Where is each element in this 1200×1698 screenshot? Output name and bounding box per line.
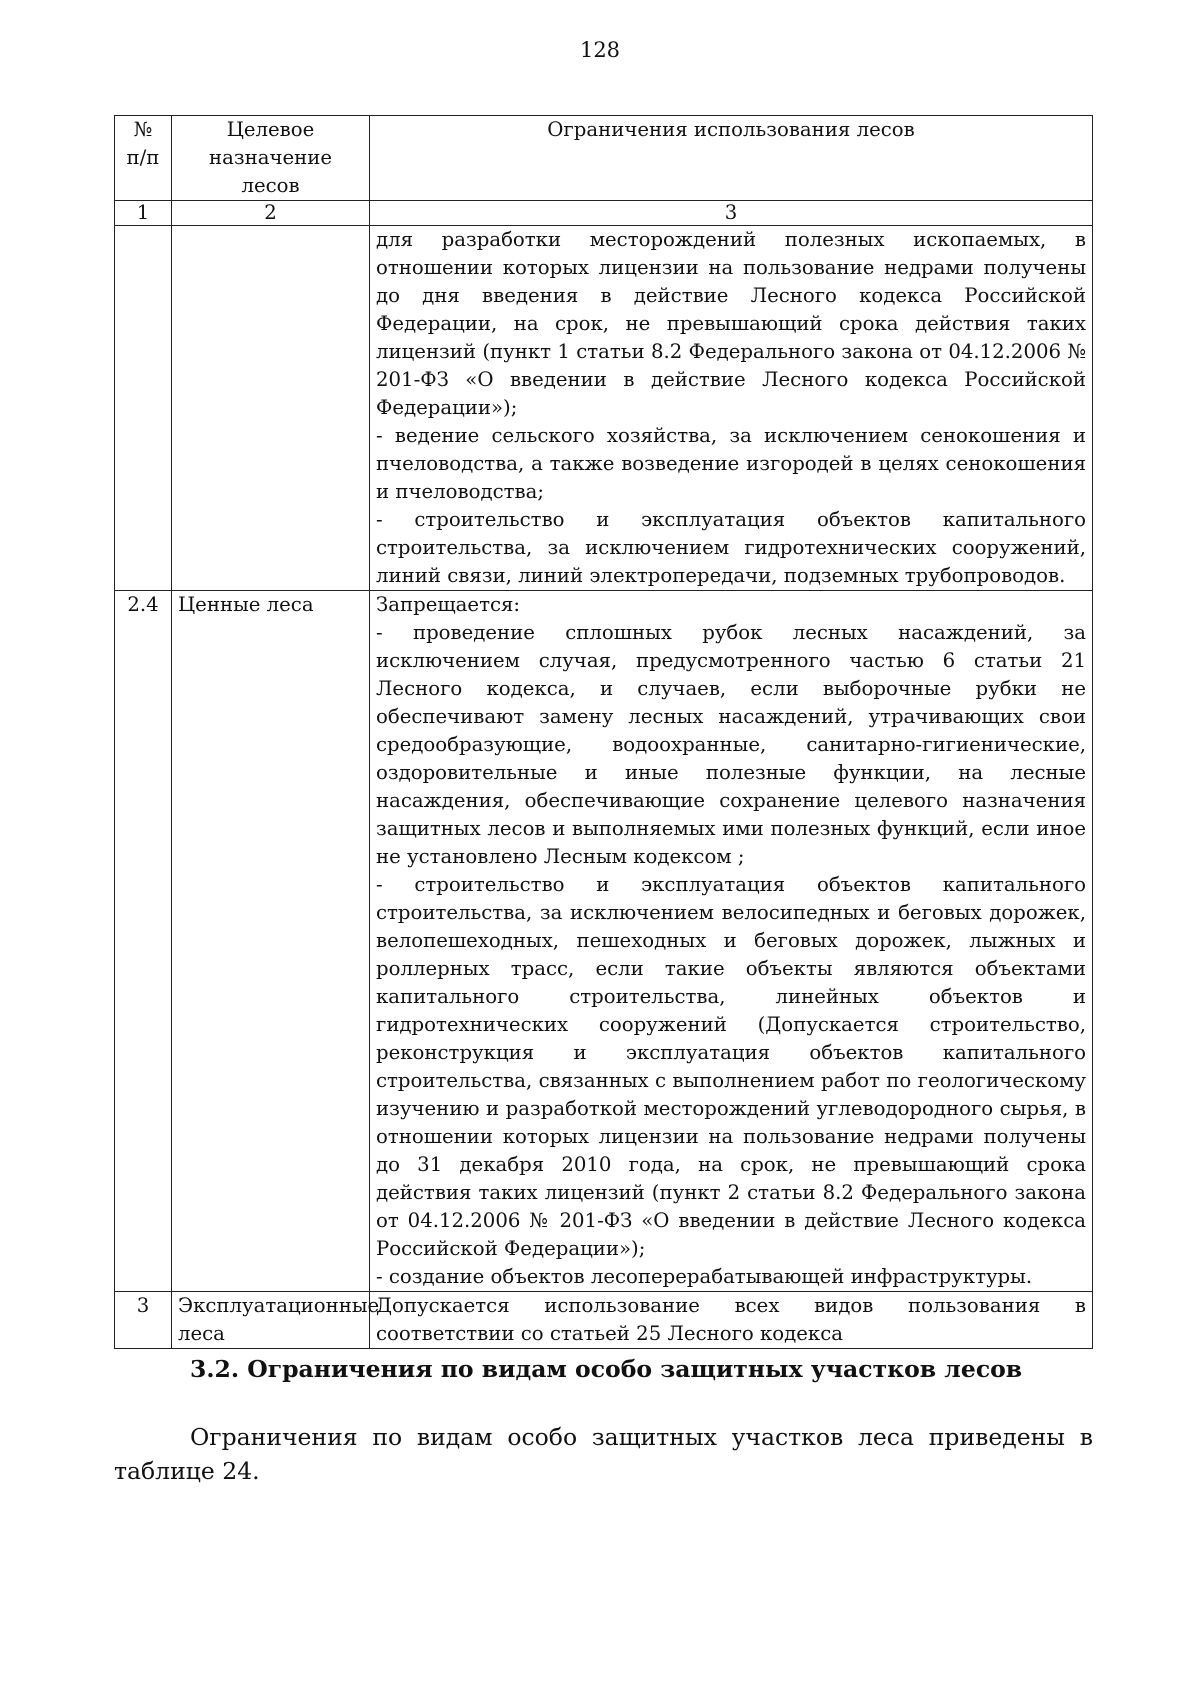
restrictions-cell: [370, 591, 1093, 1292]
restriction-paragraph: - строительство и эксплуатация объектов капитального строительства, за исключением гидротехнических сооружений, линий связи, линий электропередачи, подземных трубопроводов.: [376, 508, 1086, 587]
column-number: 3: [370, 201, 1093, 226]
table-header-row: [115, 116, 1093, 201]
column-number-row: [115, 201, 1093, 226]
restriction-paragraph: - строительство и эксплуатация объектов капитального строительства, за исключением велосипедных и беговых дорожек, велопешеходных, пешеходных и беговых дорожек, лыжных и роллерных трасс, если такие объекты являются объектами капитального строительства, линейных объектов и гидротехнических сооружений (Допускается строительство, реконструкция и эксплуатация объектов капитального строительства, связанных с выполнением работ по геологическому изучению и разработкой месторождений углеводородного сырья, в отношении которых лицензии на пользование недрами получены до 31 декабря 2010 года, на срок, не превышающий срока действия таких лицензий (пункт 2 статьи 8.2 Федерального закона от 04.12.2006 № 201-ФЗ «О введении в действие Лесного кодекса Российской Федерации»);: [376, 873, 1086, 1260]
table-row: [115, 591, 1093, 1292]
row-number-cell: 3: [115, 1292, 172, 1349]
restriction-lead: Запрещается:: [376, 593, 521, 616]
restrictions-cell: [370, 1292, 1093, 1349]
section-heading: 3.2. Ограничения по видам особо защитных участков лесов: [190, 1355, 1023, 1383]
row-number-cell: 2.4: [115, 591, 172, 1292]
header-number: № п/п: [115, 116, 172, 201]
restriction-paragraph: - создание объектов лесоперерабатывающей инфраструктуры.: [376, 1265, 1033, 1288]
row-name-cell: Ценные леса: [172, 591, 370, 1292]
page-number: 128: [579, 38, 621, 62]
column-number: 2: [172, 201, 370, 226]
row-name-cell: [172, 226, 370, 591]
restrictions-cell: [370, 226, 1093, 591]
table-row: [115, 226, 1093, 591]
header-restrictions: Ограничения использования лесов: [370, 116, 1093, 201]
restriction-paragraph: - ведение сельского хозяйства, за исключением сенокошения и пчеловодства, а также возведение изгородей в целях сенокошения и пчеловодства;: [376, 424, 1086, 503]
column-number: 1: [115, 201, 172, 226]
header-purpose: Целевое назначение лесов: [172, 116, 370, 201]
section-body: Ограничения по видам особо защитных участков леса приведены в таблице 24.: [114, 1423, 1093, 1485]
restriction-paragraph: для разработки месторождений полезных ископаемых, в отношении которых лицензии на пользование недрами получены до дня введения в действие Лесного кодекса Российской Федерации, на срок, не превышающий срока действия таких лицензий (пункт 1 статьи 8.2 Федерального закона от 04.12.2006 № 201-ФЗ «О введении в действие Лесного кодекса Российской Федерации»);: [376, 228, 1086, 419]
restriction-paragraph: - проведение сплошных рубок лесных насаждений, за исключением случая, предусмотренного частью 6 статьи 21 Лесного кодекса, и случаев, если выборочные рубки не обеспечивают замену лесных насаждений, утрачивающих свои средообразующие, водоохранные, санитарно-гигиенические, оздоровительные и иные полезные функции, на лесные насаждения, обеспечивающие сохранение целевого назначения защитных лесов и выполняемых ими полезных функций, если иное не установлено Лесным кодексом ;: [376, 621, 1086, 868]
restrictions-table: [114, 115, 1093, 1349]
row-number-cell: [115, 226, 172, 591]
restriction-paragraph: Допускается использование всех видов пользования в соответствии со статьей 25 Лесного кодекса: [376, 1294, 1086, 1345]
row-name-cell: Эксплуатационные леса: [172, 1292, 370, 1349]
table-row: [115, 1292, 1093, 1349]
